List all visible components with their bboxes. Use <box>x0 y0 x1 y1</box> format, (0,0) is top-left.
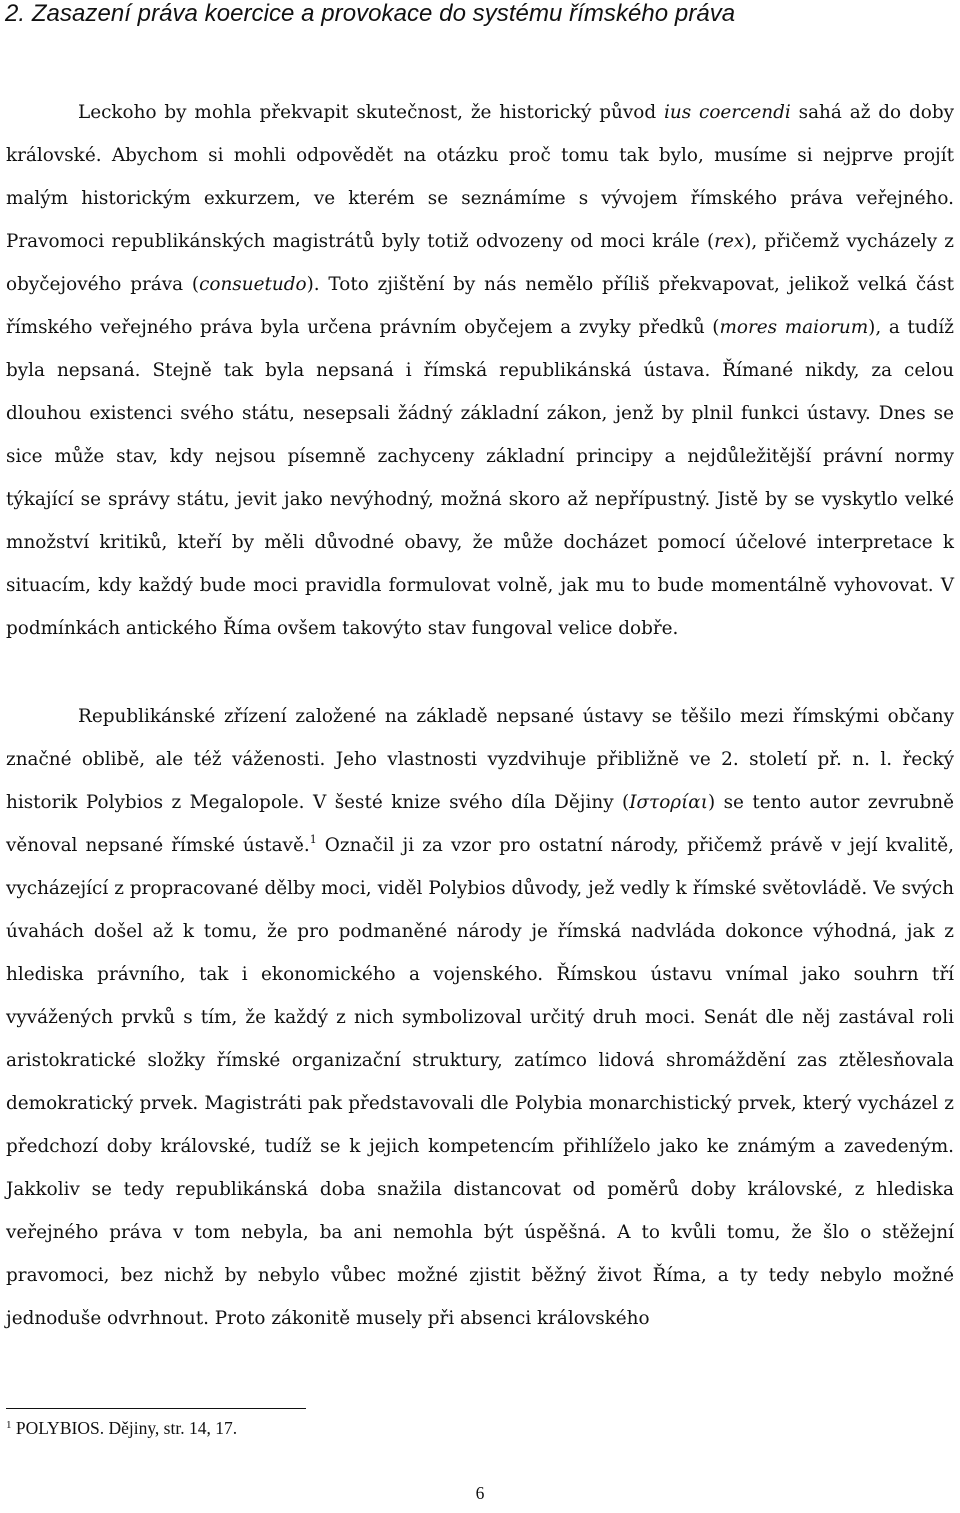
latin-term: consuetudo <box>199 274 307 295</box>
paragraph-text: ). Toto zjištění by nás nemělo příliš překvapovat, jelikož velká část římského veřejného práva byla určena právním obyčejem a zvyky předků ( <box>6 274 954 338</box>
greek-term: Ιστορίαι <box>629 792 708 813</box>
paragraph-text: Leckoho by mohla překvapit skutečnost, že historický původ <box>78 102 665 123</box>
latin-term: rex <box>714 231 745 252</box>
footnote-separator <box>6 1408 306 1409</box>
footnote-number: 1 <box>6 1419 12 1431</box>
paragraph-text: Označil ji za vzor pro ostatní národy, přičemž právě v její kvalitě, vycházející z propracované dělby moci, viděl Polybios důvody, jež vedly k římské světovládě. Ve svých úvahách došel až k tomu, že pro podmaněné národy je římská nadvláda dokonce výhodná, jak z hlediska právního, tak i ekonomického a vojenského. Římskou ústavu vnímal jako souhrn tří vyvážených prvků s tím, že každý z nich symbolizoval určitý druh moci. Senát dle něj zastával roli aristokratické složky římské organizační struktury, zatímco lidová shromáždění zas ztělesňovala demokratický prvek. Magistráti pak představovali dle Polybia monarchistický prvek, který vycházel z předchozí doby královské, tudíž se k jejich kompetencím přihlíželo jako ke známým a zavedeným. Jakkoliv se tedy republikánská doba snažila distancovat od poměrů doby královské, z hlediska veřejného práva v tom nebyla, ba ani nemohla být úspěšná. A to kvůli tomu, že šlo o stěžejní pravomoci, bez nichž by nebylo vůbec možné zjistit běžný život Říma, a ty tedy nebylo možné jednoduše odvrhnout. Proto zákonitě musely při absenci královského <box>6 835 954 1329</box>
latin-term: mores maiorum <box>719 317 869 338</box>
page-number: 6 <box>475 1483 485 1503</box>
paragraph-2 <box>6 695 954 1340</box>
footnote-reference[interactable]: 1 <box>309 833 317 846</box>
footnote <box>6 1418 237 1439</box>
latin-term: ius coercendi <box>664 102 791 123</box>
paragraph-text: sahá až do doby královské. Abychom si mohli odpovědět na otázku proč tomu tak bylo, musíme si nejprve projít malým historickým exkurzem, ve kterém se seznámíme s vývojem římského práva veřejného. Pravomoci republikánských magistrátů byly totiž odvozeny od moci krále ( <box>6 102 954 252</box>
paragraph-text: ), přičemž vycházely z obyčejového práva ( <box>6 231 954 295</box>
paragraph-text: Republikánské zřízení založené na základě nepsané ústavy se těšilo mezi římskými občany značné oblibě, ale též váženosti. Jeho vlastnosti vyzdvihuje přibližně ve 2. století př. n. l. řecký historik Polybios z Megalopole. V šesté knize svého díla Dějiny ( <box>6 706 954 813</box>
section-heading: 2. Zasazení práva koercice a provokace do systému římského práva <box>5 0 736 27</box>
paragraph-text: ), a tudíž byla nepsaná. Stejně tak byla nepsaná i římská republikánská ústava. Římané nikdy, za celou dlouhou existenci svého státu, nesepsali žádný základní zákon, jenž by plnil funkci ústavy. Dnes se sice může stav, kdy nejsou písemně zachyceny základní principy a nejdůležitější právní normy týkající se správy státu, jevit jako nevýhodný, možná skoro až nepřípustný. Jistě by se vyskytlo velké množství kritiků, kteří by měli důvodné obavy, že může docházet pomocí účelové interpretace k situacím, kdy každý bude moci pravidla formulovat volně, jak mu to bude momentálně vyhovovat. V podmínkách antického Říma ovšem takovýto stav fungoval velice dobře. <box>6 317 954 639</box>
footnote-text: POLYBIOS. Dějiny, str. 14, 17. <box>11 1418 238 1438</box>
paragraph-text: ) se tento autor zevrubně věnoval nepsané římské ústavě. <box>6 792 955 856</box>
paragraph-1 <box>6 91 954 650</box>
